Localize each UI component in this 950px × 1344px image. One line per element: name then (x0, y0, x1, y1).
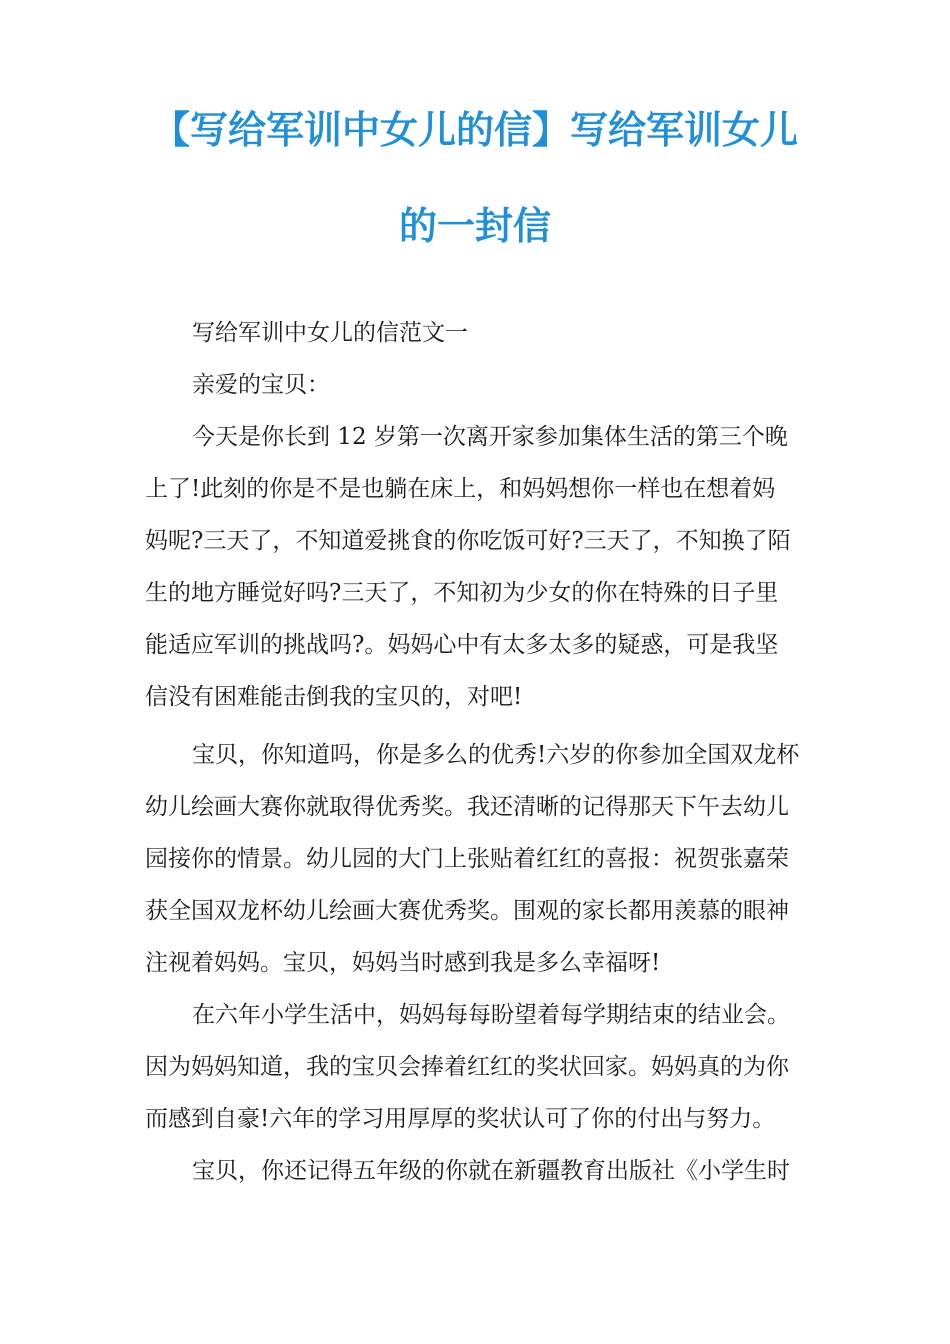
letter-line: 宝贝，你还记得五年级的你就在新疆教育出版社《小学生时 (192, 1158, 790, 1184)
document-title-line-1: 【写给军训中女儿的信】写给军训女儿 (151, 108, 798, 152)
letter-line: 亲爱的宝贝： (192, 372, 330, 398)
letter-line: 今天是你长到 12 岁第一次离开家参加集体生活的第三个晚 (192, 424, 788, 450)
letter-line: 因为妈妈知道，我的宝贝会捧着红红的奖状回家。妈妈真的为你 (145, 1054, 789, 1080)
document-title-line-2: 的一封信 (398, 204, 551, 248)
letter-line: 能适应军训的挑战吗?。妈妈心中有太多太多的疑惑，可是我坚 (145, 632, 779, 658)
letter-line: 妈呢?三天了，不知道爱挑食的你吃饭可好?三天了，不知换了陌 (145, 528, 791, 554)
letter-line: 生的地方睡觉好吗?三天了，不知初为少女的你在特殊的日子里 (145, 580, 779, 606)
letter-line: 信没有困难能击倒我的宝贝的，对吧! (145, 684, 523, 710)
letter-line: 写给军训中女儿的信范文一 (192, 320, 468, 346)
letter-line: 而感到自豪!六年的学习用厚厚的奖状认可了你的付出与努力。 (145, 1106, 776, 1132)
letter-line: 注视着妈妈。宝贝，妈妈当时感到我是多么幸福呀! (145, 950, 661, 976)
letter-line: 宝贝，你知道吗，你是多么的优秀!六岁的你参加全国双龙杯 (192, 742, 800, 768)
letter-line: 园接你的情景。幼儿园的大门上张贴着红红的喜报：祝贺张嘉荣 (145, 846, 789, 872)
letter-line: 上了!此刻的你是不是也躺在床上，和妈妈想你一样也在想着妈 (145, 476, 776, 502)
letter-line: 获全国双龙杯幼儿绘画大赛优秀奖。围观的家长都用羡慕的眼神 (145, 898, 789, 924)
letter-line: 幼儿绘画大赛你就取得优秀奖。我还清晰的记得那天下午去幼儿 (145, 794, 789, 820)
letter-line: 在六年小学生活中，妈妈每每盼望着每学期结束的结业会。 (192, 1002, 790, 1028)
